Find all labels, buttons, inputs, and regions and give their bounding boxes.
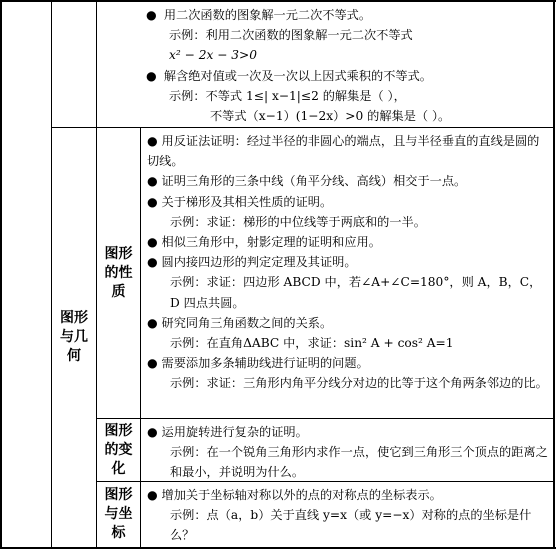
list-item: ● 证明三角形的三条中线（角平分线、高线）相交于一点。: [147, 174, 467, 189]
category-text: 图形与几何: [60, 310, 88, 364]
props-label-text: 图形的性质: [104, 245, 133, 300]
formula-text: x² − 2x − 3>0: [169, 48, 258, 63]
transform-label: [97, 419, 140, 481]
list-item: ● 关于梯形及其相关性质的证明。: [147, 194, 333, 209]
example-text: 示例：在一个锐角三角形内求作一点，使它到三角形三个顶点的距离之和最小，并说明为什么。: [170, 445, 548, 480]
example-text: 示例：求证：四边形 ABCD 中，若∠A+∠C=180°，则 A，B，C，D 四点共圆。: [170, 275, 542, 310]
props-content: [141, 129, 555, 418]
list-item: ● 需要添加多条辅助线进行证明的问题。: [147, 356, 369, 371]
list-item: ● 圆内接四边形的判定定理及其证明。: [147, 255, 357, 270]
transform-label-text: 图形的变化: [104, 422, 133, 477]
coords-content: [141, 483, 555, 547]
example-text: 示例：在直角ΔABC 中，求证：sin² A + cos² A=1: [170, 336, 454, 351]
bullet-icon: ●: [146, 8, 157, 22]
props-label: [97, 128, 140, 418]
example-text: 示例：求证：梯形的中位线等于两底和的一半。: [170, 214, 426, 229]
item-text: 解含绝对值或一次及一次以上因式乘积的不等式。: [163, 68, 432, 83]
list-item: ● 研究同角三角函数之间的关系。: [147, 315, 333, 330]
list-item: ● 用反证法证明：经过半径的非圆心的端点，且与半径垂直的直线是圆的切线。: [147, 134, 540, 169]
list-item: ● 相似三角形中，射影定理的证明和应用。: [147, 235, 381, 250]
example-text: 示例：利用二次函数的图象解一元二次不等式: [169, 28, 413, 43]
list-item: ● 运用旋转进行复杂的证明。: [147, 425, 308, 439]
bullet-icon: ●: [146, 68, 157, 83]
example-text: 不等式（x−1）(1−2x）>0 的解集是（ ）。: [210, 109, 451, 124]
coords-label-text: 图形与坐标: [104, 487, 133, 541]
row-divider-2: [96, 418, 555, 419]
transform-content: [141, 420, 555, 481]
coords-label: [97, 482, 140, 547]
table-left-border: [0, 0, 2, 549]
example-text: 示例：求证：三角形内角平分线分对边的比等于这个角两条邻边的比。: [170, 376, 548, 391]
example-text: 示例：点（a，b）关于直线 y=x（或 y=−x）对称的点的坐标是什么？: [170, 508, 532, 543]
list-item: [146, 66, 551, 86]
example-text: 示例：不等式 1≤| x−1|≤2 的解集是（ ），: [169, 88, 406, 103]
list-item: [146, 5, 551, 25]
table-top-border: [0, 0, 556, 2]
category-label: [52, 128, 96, 547]
item-text: 用二次函数的图象解一元二次不等式。: [163, 8, 372, 22]
list-item: ● 增加关于坐标轴对称以外的点的对称点的坐标表示。: [147, 488, 442, 502]
inequality-content: [140, 3, 555, 127]
